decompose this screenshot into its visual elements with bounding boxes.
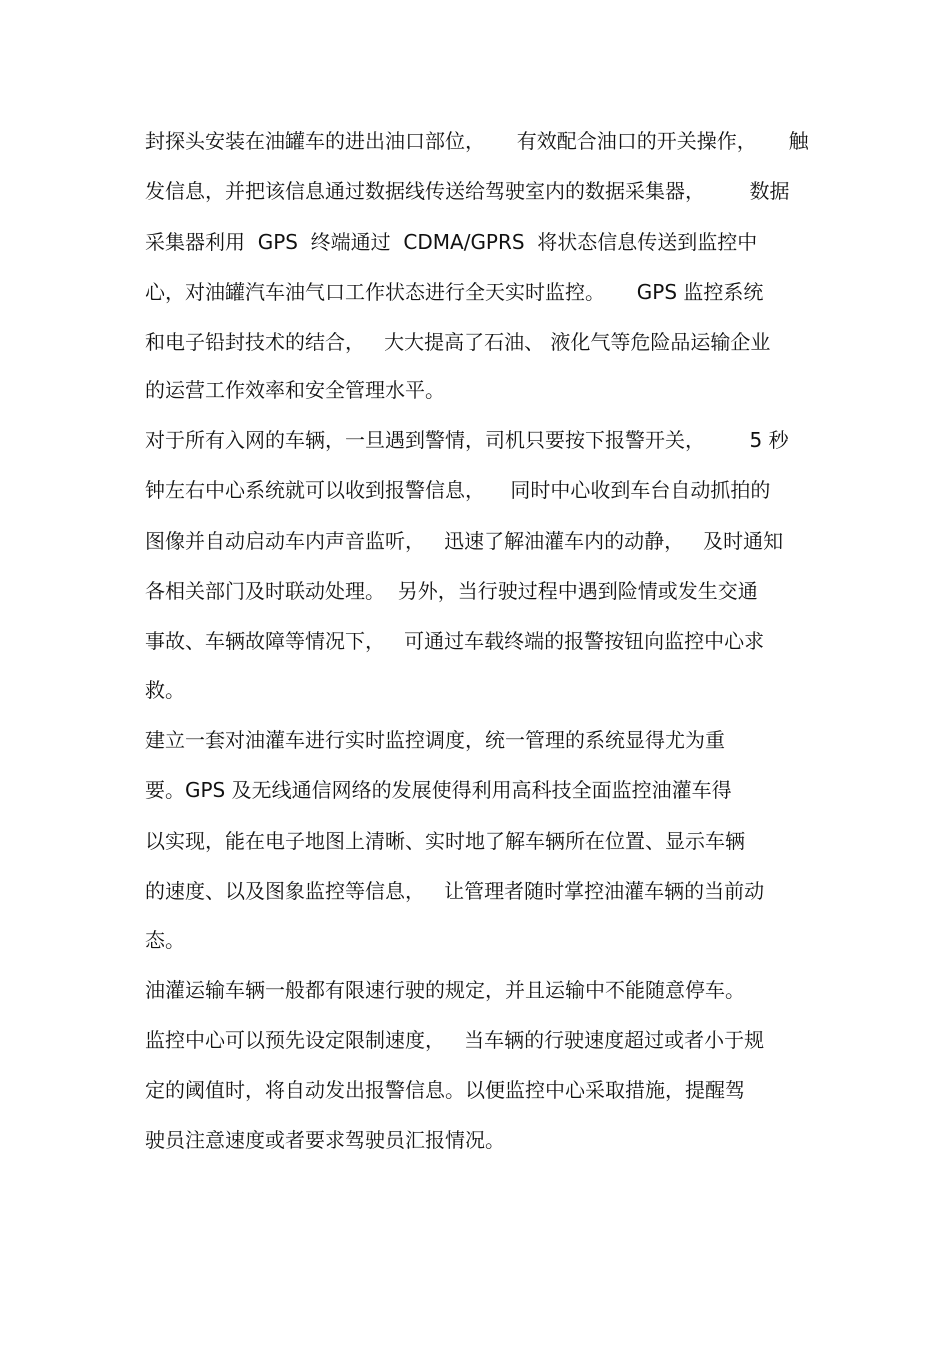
text-line-5: 和电子铅封技术的结合， 大大提高了石油、 液化气等危险品运输企业 [145,330,771,354]
text-line-19: 监控中心可以预先设定限制速度， 当车辆的行驶速度超过或者小于规 [145,1028,765,1052]
text-line-7: 对于所有入网的车辆，一旦遇到警情，司机只要按下报警开关， 5 秒 [145,428,789,452]
text-line-21: 驶员注意速度或者要求驾驶员汇报情况。 [145,1128,505,1152]
text-line-18: 油灌运输车辆一般都有限速行驶的规定，并且运输中不能随意停车。 [145,978,745,1002]
text-line-4: 心，对油罐汽车油气口工作状态进行全天实时监控。 GPS 监控系统 [145,280,764,304]
text-line-11: 事故、车辆故障等情况下， 可通过车载终端的报警按钮向监控中心求 [145,629,765,653]
text-line-10: 各相关部门及时联动处理。 另外，当行驶过程中遇到险情或发生交通 [145,579,758,603]
text-line-1: 封探头安装在油罐车的进出油口部位， 有效配合油口的开关操作， 触 [145,129,809,153]
text-line-9: 图像并自动启动车内声音监听， 迅速了解油灌车内的动静， 及时通知 [145,529,784,553]
text-line-17: 态。 [145,928,185,952]
text-line-12: 救。 [145,678,185,702]
text-line-6: 的运营工作效率和安全管理水平。 [145,378,445,402]
text-line-20: 定的阈值时，将自动发出报警信息。以便监控中心采取措施，提醒驾 [145,1078,745,1102]
text-line-3: 采集器利用 GPS 终端通过 CDMA/GPRS 将状态信息传送到监控中 [145,230,758,254]
text-line-14: 要。GPS 及无线通信网络的发展使得利用高科技全面监控油灌车得 [145,778,732,802]
text-line-16: 的速度、以及图象监控等信息， 让管理者随时掌控油灌车辆的当前动 [145,879,765,903]
text-line-8: 钟左右中心系统就可以收到报警信息， 同时中心收到车台自动抓拍的 [145,478,771,502]
text-line-2: 发信息，并把该信息通过数据线传送给驾驶室内的数据采集器， 数据 [145,179,790,203]
text-line-13: 建立一套对油灌车进行实时监控调度，统一管理的系统显得尤为重 [145,728,725,752]
text-line-15: 以实现，能在电子地图上清晰、实时地了解车辆所在位置、显示车辆 [145,829,745,853]
